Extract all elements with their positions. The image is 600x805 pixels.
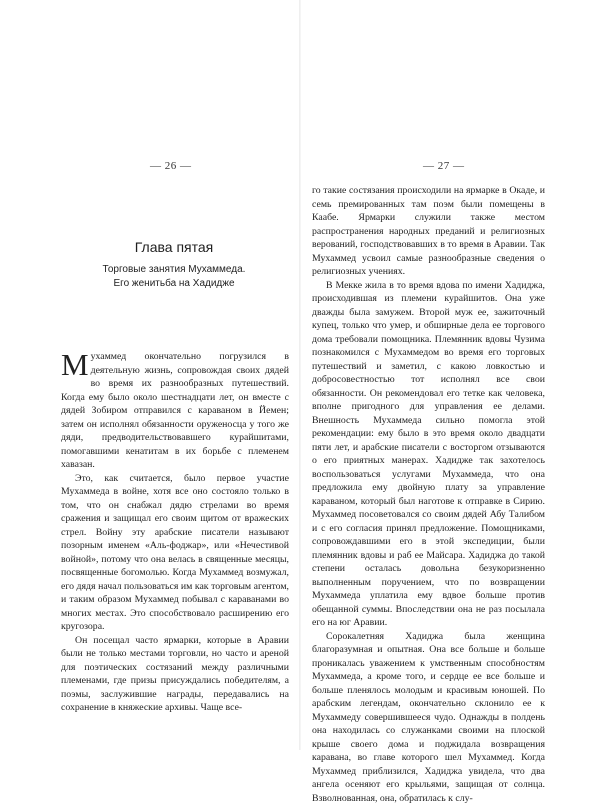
page-number: — 27 — [423, 160, 465, 172]
paragraph: Это, как считается, было первое участие Мухаммеда в войне, хотя все оно состояло только в том, что он снабжал дядю стрелами во время сражения и защищал его своим щитом от вражеских стрел. Войну эту арабские писатели называют позорным именем «Аль-фоджар», или «Нечестивой войной», потому что она велась в священные месяцы, посвященные богомолью. Когда Мухаммед возмужал, его дядя начал пользоваться им как торговым агентом, и таким образом Мухаммед побывал с караванами во многих местах. Это способствовало расширению его кругозора. [61, 472, 289, 634]
drop-cap: М [61, 352, 89, 378]
left-page [0, 0, 300, 750]
paragraph: Сорокалетняя Хадиджа была женщина благоразумная и опытная. Она все больше и больше проникалась уважением к умственным способностям Мухаммеда, а кроме того, и сердце ее все больше и больше пленялось молодым и красивым юношей. По арабским легендам, окончательно склонило ее к Мухаммеду совершившееся чудо. Однажды в полдень она находилась со служанками своими на плоской крыше своего дома и поджидала возвращения каравана, во главе которого шел Мухаммед. Когда Мухаммед приблизился, Хадиджа увидела, что два ангела осеняют его крыльями, защищая от солнца. Взволнованная, она, обратилась к слу- [312, 630, 545, 805]
page-number: — 26 — [150, 160, 192, 172]
paragraph: В Мекке жила в то время вдова по имени Хадиджа, происходившая из племени курайшитов. Она уже дважды была замужем. Второй муж ее, зажиточный купец, только что умер, и обширные дела ее торгового дома требовали помощника. Племянник вдовы Чузима познакомился с Мухаммедом во время его торговых путешествий и заметил, с какою ловкостью и добросовестностью тот исполнял все свои обязанности. Он рекомендовал его тетке как человека, вполне пригодного для управления ее делами. Внешность Мухаммеда сильно помогла этой рекомендации: ему было в это время около двадцати пяти лет, и арабские писатели с восторгом отзываются о его приятных манерах. Хадидже так захотелось воспользоваться услугами Мухаммеда, что она предложила ему двойную плату за управление караваном, который был наготове к отправке в Сирию. Мухаммед посоветовался со своим дядей Абу Талибом и с его согласия принял предложение. Помощниками, сопровождавшими его в этой экспедиции, были племянник вдовы и раб ее Майсара. Хадиджа до такой степени осталась довольна безукоризненно выполненным поручением, что по возвращении Мухаммеда уплатила ему вдвое больше против обещанной суммы. Впоследствии она не раз посылала его на юг Аравии. [312, 279, 545, 630]
right-page [300, 0, 600, 750]
chapter-subtitle-line-2: Его женитьба на Хадидже [58, 277, 290, 291]
paragraph: го такие состязания происходили на ярмарке в Окаде, и семь премированных там поэм были помещены в Каабе. Ярмарки служили также местом распространения народных преданий и религиозных верований, господствовавших в то время в Аравии. Так Мухаммед усвоил самые разнообразные сведения о религиозных учениях. [312, 184, 545, 279]
paragraph: Он посещал часто ярмарки, которые в Аравии были не только местами торговли, но часто и ареной для поэтических состязаний между различными племенами, где призы присуждались победителям, а поэмы, заслужившие награды, передавались на сохранение в княжеские архивы. Чаще все- [61, 634, 289, 715]
chapter-subtitle-line-1: Торговые занятия Мухаммеда. [58, 263, 290, 277]
chapter-heading [58, 239, 290, 291]
paragraph: Мухаммед окончательно погрузился в деятельную жизнь, сопровождая своих дядей во время их разнообразных путешествий. Когда ему было около шестнадцати лет, он вместе с дядей Зобиром отправился с караваном в Йемен; затем он исполнял обязанности оруженосца у того же дяди, предводительствовавшего курайшитами, помогавшими кенатитам в их борьбе с племенем хавазан. [61, 350, 289, 472]
left-body-text [61, 350, 289, 715]
chapter-title: Глава пятая [58, 239, 290, 255]
right-body-text [312, 184, 545, 805]
